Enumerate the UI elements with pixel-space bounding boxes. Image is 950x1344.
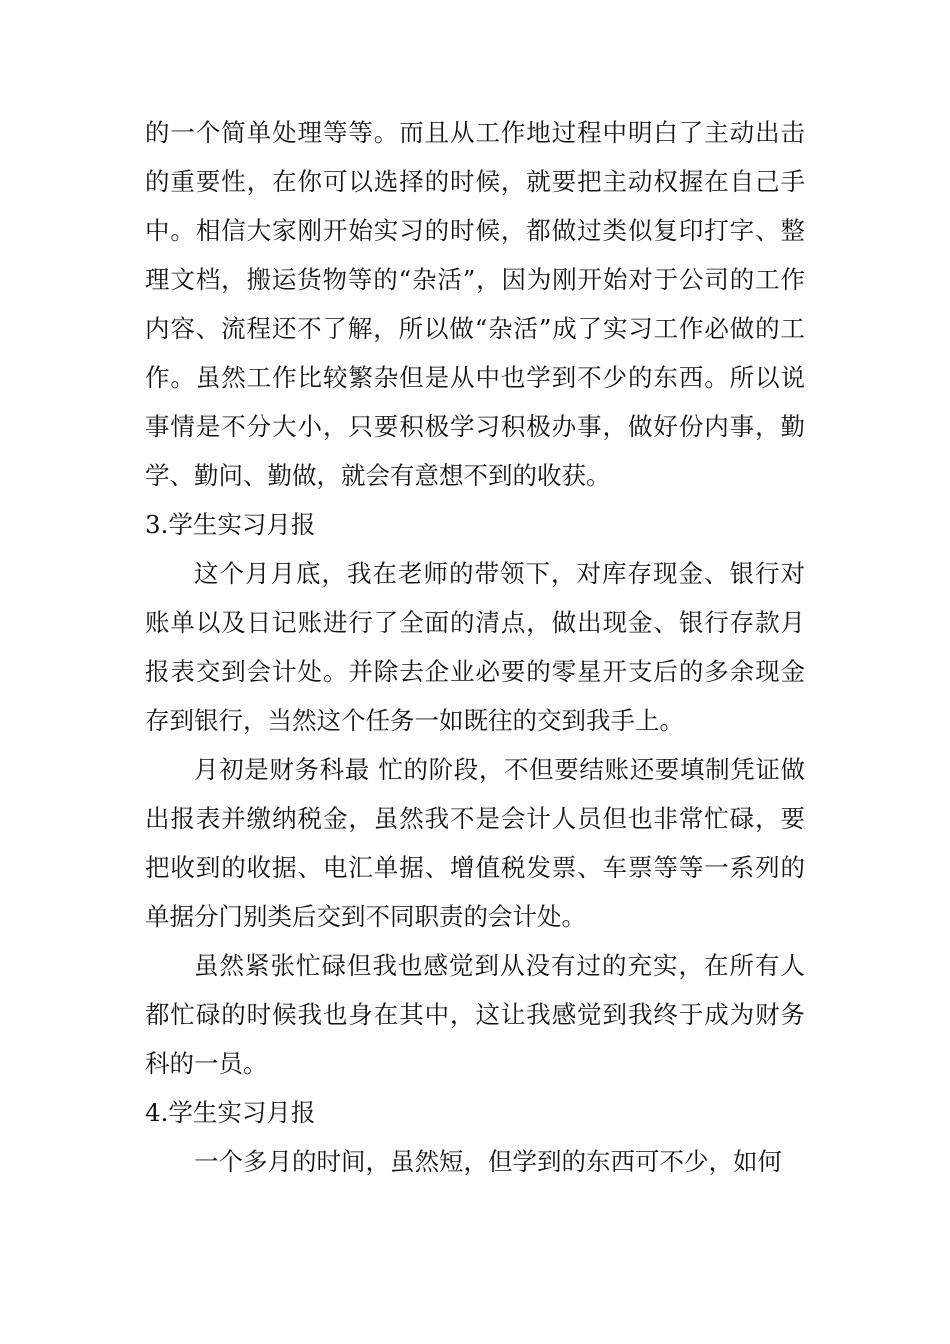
paragraph-month-start: 月初是财务科最 忙的阶段，不但要结账还要填制凭证做出报表并缴纳税金，虽然我不是会计人员但也非常忙碌，要把收到的收据、电汇单据、增值税发票、车票等等一系列的单据分门别类后交到不同职责的会计处。 (145, 755, 805, 931)
paragraph-continuation: 的一个简单处理等等。而且从工作地过程中明白了主动出击的重要性，在你可以选择的时候，就要把主动权握在自己手中。相信大家刚开始实习的时候，都做过类似复印打字、整理文档，搬运货物等的“杂活”，因为刚开始对于公司的工作内容、流程还不了解，所以做“杂活”成了实习工作必做的工作。虽然工作比较繁杂但是从中也学到不少的东西。所以说事情是不分大小，只要积极学习积极办事，做好份内事，勤学、勤问、勤做，就会有意想不到的收获。 (145, 118, 805, 490)
section-heading-4: 4.学生实习月报 (145, 1098, 316, 1127)
paragraph-one-month: 一个多月的时间，虽然短，但学到的东西可不少，如何 (194, 1147, 782, 1176)
section-heading-3: 3.学生实习月报 (145, 510, 316, 539)
paragraph-busy-feeling: 虽然紧张忙碌但我也感觉到从没有过的充实，在所有人都忙碌的时候我也身在其中，这让我感觉到我终于成为财务科的一员。 (145, 951, 805, 1078)
document-page (145, 108, 805, 1186)
paragraph-month-end: 这个月月底，我在老师的带领下，对库存现金、银行对账单以及日记账进行了全面的清点，做出现金、银行存款月报表交到会计处。并除去企业必要的零星开支后的多余现金存到银行，当然这个任务一如既往的交到我手上。 (145, 559, 805, 735)
